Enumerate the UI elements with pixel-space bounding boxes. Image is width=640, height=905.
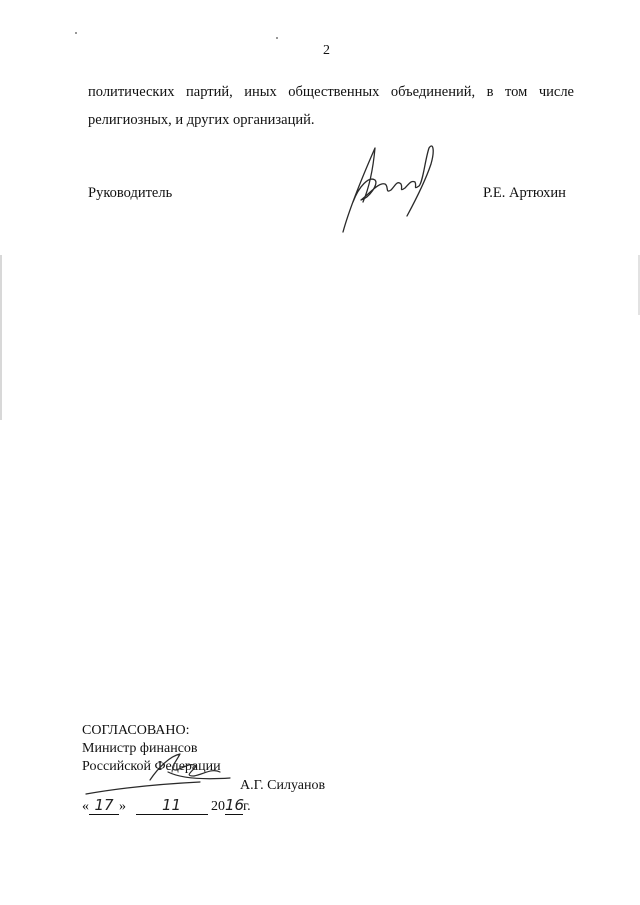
head-name: Р.Е. Артюхин (483, 185, 566, 201)
date-year-prefix: 20 (211, 799, 225, 814)
date-open-quote: « (82, 799, 89, 814)
scan-speck (276, 37, 278, 39)
approval-date (82, 796, 251, 815)
body-line-2: религиозных, и других организаций. (88, 112, 315, 128)
minister-signature (80, 748, 240, 798)
body-paragraph (88, 78, 574, 134)
date-day: 17 (89, 796, 119, 815)
body-line-1: политических партий, иных общественных объединений, в том числе (88, 84, 574, 100)
head-signature (335, 140, 445, 235)
approval-position-line-2: Российской Федерации (82, 759, 221, 774)
scan-edge-left (0, 255, 2, 420)
head-title: Руководитель (88, 185, 173, 201)
date-year-unit: г. (243, 799, 251, 814)
date-year-suffix: 16 (225, 796, 245, 814)
scan-speck (75, 32, 77, 34)
date-close-quote: » (119, 799, 126, 814)
page-number: 2 (323, 43, 330, 58)
approval-position-line-1: Министр финансов (82, 741, 198, 756)
approval-heading: СОГЛАСОВАНО: (82, 723, 190, 738)
date-month: 11 (136, 796, 208, 815)
approval-name: А.Г. Силуанов (240, 778, 326, 793)
